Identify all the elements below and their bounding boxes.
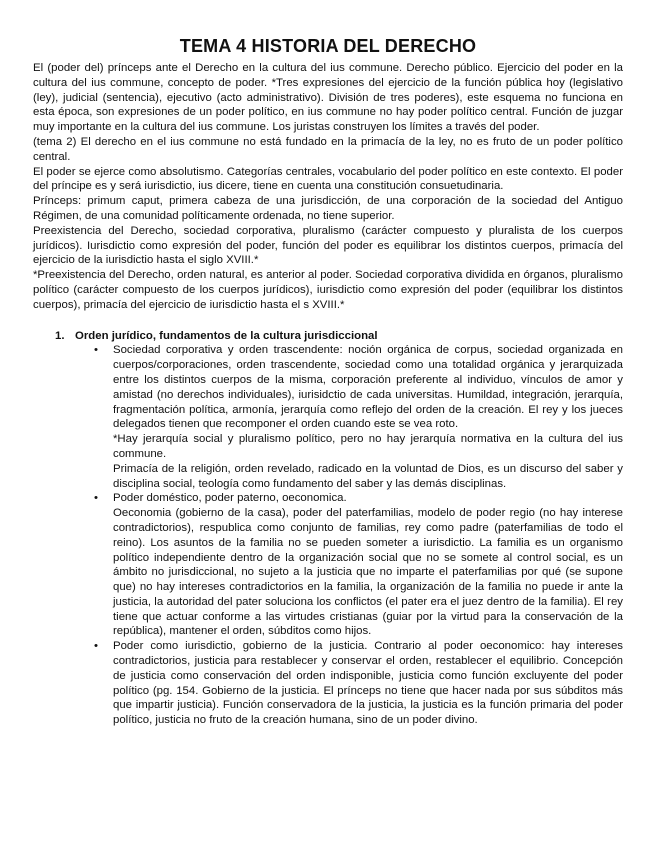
page-title: TEMA 4 HISTORIA DEL DERECHO [179, 36, 477, 56]
bullet-1-paragraph-2: *Hay jerarquía social y pluralismo político, pero no hay jerarquía normativa en la cultura del ius commune. [113, 433, 623, 460]
intro-paragraph-4: Prínceps: primum caput, primera cabeza de una jurisdicción, de una corporación de la sociedad del Antiguo Régimen, de una comunidad políticamente ordenada, no tiene superior. [33, 195, 623, 222]
section-heading [55, 329, 623, 344]
list-item [94, 639, 623, 728]
intro-paragraph-3: El poder se ejerce como absolutismo. Categorías centrales, vocabulario del poder político en este contexto. El poder del príncipe es y será iurisdictio, ius dicere, tiene en cuenta una constitución consuetudinaria. [33, 165, 623, 193]
bullet-list [33, 343, 623, 728]
intro-section [33, 61, 623, 313]
intro-paragraph-2: (tema 2) El derecho en el ius commune no está fundado en la primacía de la ley, no es fruto de un poder político central. [33, 135, 623, 163]
bullet-1-paragraph-1: Sociedad corporativa y orden trascendente: noción orgánica de corpus, sociedad organizada en cuerpos/corporaciones, orden trascendente, sociedad como una totalidad orgánica y jerarquizada entre los distintos cuerpos de la misma, corporación preferente al individuo, vínculos de amor y amistad (no derechos individuales), iurisidctio de cada universitas. Humildad, integración, jerarquía, fragmentación política, armonía, jerarquía como reflejo del orden de la creación. El rey y los jueces delegados tienen que recomponer el orden cuando este se vea roto. [113, 344, 623, 431]
list-item [94, 343, 623, 491]
intro-paragraph-1: El (poder del) prínceps ante el Derecho en la cultura del ius commune. Derecho público. Ejercicio del poder en la cultura del ius commune, concepto de poder. *Tres expresiones del ejercicio de la función pública hoy (legislativo (ley), judicial (sentencia), ejecutivo (acto administrativo). División de tres poderes), este esquema no funciona en esta época, son expresiones de un poder político, en ius commune no hay poder político central. Función de juzgar muy importante en la cultura del ius commune. Los juristas construyen los límites a través del poder. [33, 62, 623, 134]
section-heading-text: Orden jurídico, fundamentos de la cultura jurisdiccional [75, 329, 378, 342]
bullet-icon: • [94, 492, 98, 505]
bullet-icon: • [94, 344, 98, 357]
bullet-2-paragraph-2: Oeconomia (gobierno de la casa), poder del paterfamilias, modelo de poder regio (no hay interese contradictorios), respublica como conjunto de familias, rey como padre (paterfamilias de todo el reino). Los asuntos de la familia no se pueden someter a iurisdictio. La familia es un organismo político independiente dentro de la organización social que no se somete al control social, es un ámbito no jurisdiccional, no sujeto a la justicia que no imparte el paterfamilias por qué (se supone que) no hay intereses contradictorios en la familia, la organización de la familia no puede ir ante la justicia, la autoridad del pater soluciona los conflictos (el pater era el juez dentro de la familia). El rey tiene que actuar conforme a las virtudes cristianas (guiar por la virtud para la conservación de la república), mantener el orden, súbditos como hijos. [113, 507, 623, 638]
list-item [94, 491, 623, 639]
bullet-3-paragraph-1: Poder como iurisdictio, gobierno de la justicia. Contrario al poder oeconomico: hay intereses contradictorios, justicia para restablecer y conservar el orden, restablecer el equilibrio. Concepción de justicia como conservación del orden indisponible, justicia como función excluyente del poder político (pg. 154. Gobierno de la justicia. El prínceps no tiene que hacer nada por sus súbditos más que impartir justicia). Función conservadora de la justicia, la justicia es la función primaria del poder político, justicia no fruto de la creación humana, sino de un poder divino. [113, 640, 623, 727]
intro-paragraph-5: Preexistencia del Derecho, sociedad corporativa, pluralismo (carácter compuesto y pluralista de los cuerpos jurídicos). Iurisdictio como expresión del poder, función del poder es equilibrar los distintos cuerpos, primacía del ejercicio de la iurisdictio hasta el siglo XVIII.* [33, 224, 623, 267]
document-page [33, 36, 623, 728]
intro-paragraph-6: *Preexistencia del Derecho, orden natural, es anterior al poder. Sociedad corporativa dividida en órganos, pluralismo político (carácter compuesto de los cuerpos jurídicos), iurisdictio como expresión del poder (equilibrar los distintos cuerpos), primacía del ejercicio de iurisdictio hasta el s XVIII.* [33, 269, 623, 311]
bullet-1-paragraph-3: Primacía de la religión, orden revelado, radicado en la voluntad de Dios, es un discurso del saber y disciplina social, teología como fundamento del saber y las demás disciplinas. [113, 462, 623, 490]
section-number: 1. [55, 329, 65, 342]
bullet-2-paragraph-1: Poder doméstico, poder paterno, oeconomica. [113, 492, 347, 505]
bullet-icon: • [94, 640, 98, 653]
